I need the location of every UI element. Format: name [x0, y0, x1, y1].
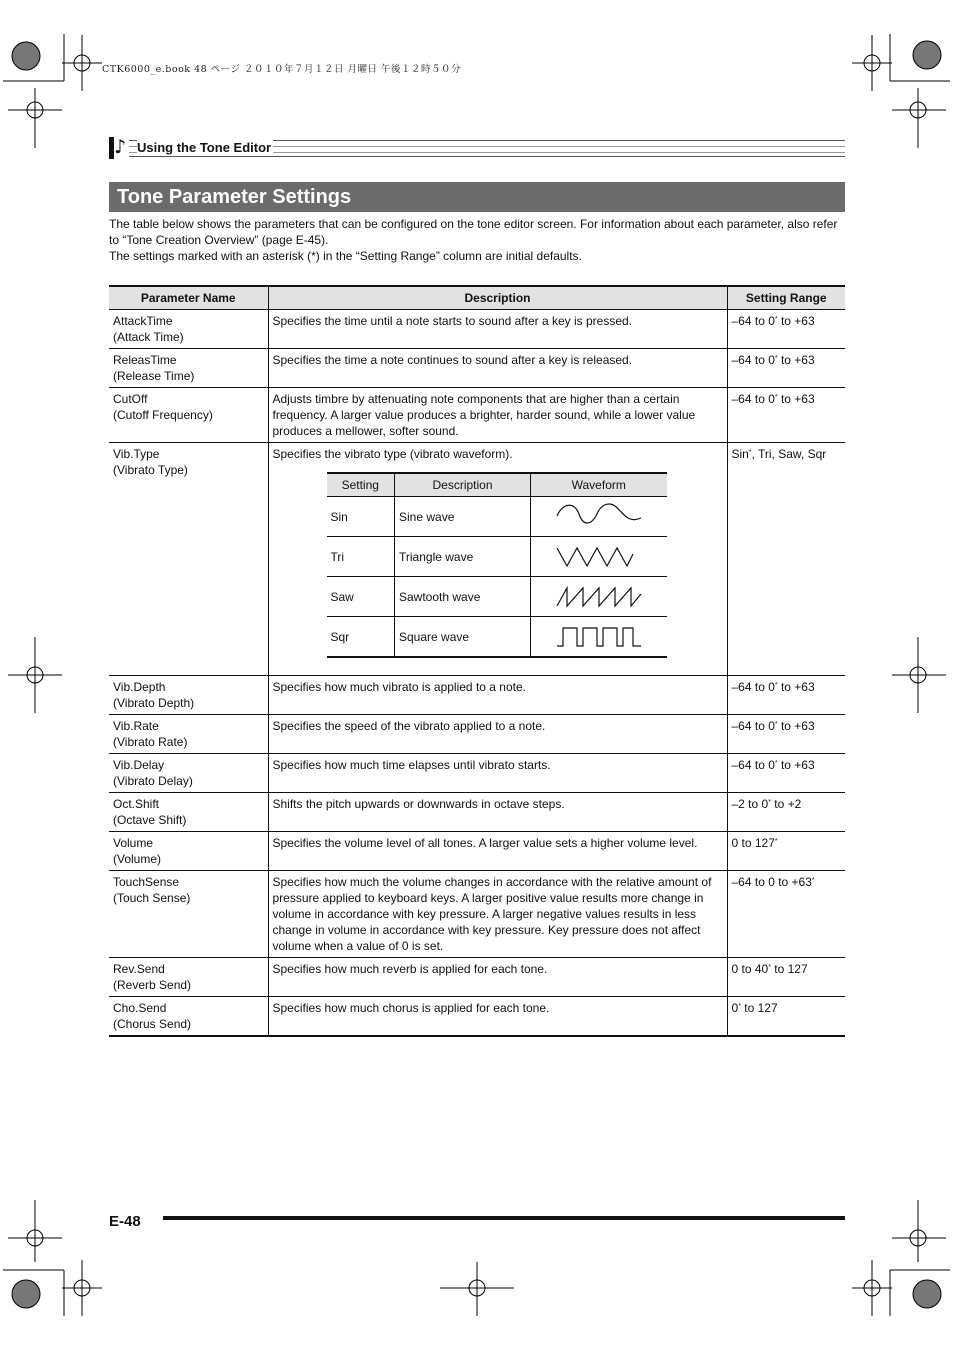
default-asterisk: *: [774, 721, 778, 728]
description-text: Specifies how much reverb is applied for each tone.: [272, 962, 548, 976]
parameter-alias: (Touch Sense): [113, 891, 191, 905]
section-header: [109, 137, 845, 159]
table-row: [109, 997, 845, 1037]
parameter-name: Rev.Send: [113, 962, 165, 976]
table-row: [109, 793, 845, 832]
header-setting-range: Setting Range: [727, 286, 845, 310]
range-value: –64 to 0: [731, 353, 775, 367]
description-text: Specifies how much vibrato is applied to a note.: [272, 680, 526, 694]
default-asterisk: *: [811, 877, 815, 884]
range-value: 0 to 40: [731, 962, 769, 976]
default-asterisk: *: [774, 682, 778, 689]
description-cell: [268, 715, 727, 754]
parameter-name-cell: [109, 871, 268, 958]
print-info: CTK6000_e.book 48 ページ ２０１０年７月１２日 月曜日 午後１２時５０分: [102, 64, 462, 75]
description-text: Specifies how much chorus is applied for each tone.: [272, 1001, 550, 1015]
range-value-rest: to 127: [770, 962, 808, 976]
table-row: [109, 715, 845, 754]
description-cell: [268, 388, 727, 443]
parameter-name-cell: [109, 832, 268, 871]
vibrato-setting: Tri: [327, 537, 395, 577]
description-cell: [268, 958, 727, 997]
table-row: [109, 832, 845, 871]
vibrato-setting: Saw: [327, 577, 395, 617]
parameter-name: ReleasTime: [113, 353, 177, 367]
vibrato-waveform: [531, 537, 667, 577]
description-cell: [268, 754, 727, 793]
triangle-wave-icon: [553, 542, 645, 572]
table-row: [109, 754, 845, 793]
description-text: Shifts the pitch upwards or downwards in octave steps.: [272, 797, 565, 811]
range-value: –2 to 0: [731, 797, 769, 811]
sawtooth-wave-icon: [553, 582, 645, 612]
description-text: Specifies the vibrato type (vibrato waveform).: [272, 447, 513, 461]
table-row: [109, 310, 845, 349]
parameter-name-cell: [109, 958, 268, 997]
header-parameter-name: Parameter Name: [109, 286, 268, 310]
table-row: [109, 676, 845, 715]
vibrato-description: Square wave: [395, 617, 531, 658]
parameter-alias: (Vibrato Rate): [113, 735, 188, 749]
vibrato-setting: Sqr: [327, 617, 395, 658]
setting-range-cell: [727, 754, 845, 793]
range-value: –64 to 0 to +63: [731, 875, 812, 889]
parameter-alias: (Vibrato Depth): [113, 696, 195, 710]
parameter-name: AttackTime: [113, 314, 173, 328]
setting-range-cell: [727, 997, 845, 1037]
range-value-rest: to 127: [740, 1001, 778, 1015]
parameter-name-cell: [109, 388, 268, 443]
vibrato-setting: Sin: [327, 497, 395, 537]
parameter-name: TouchSense: [113, 875, 180, 889]
default-asterisk: *: [774, 355, 778, 362]
default-asterisk: *: [774, 760, 778, 767]
description-text: Specifies how much the volume changes in accordance with the relative amount of pressure applied to keyboard keys. A larger positive value results more change in volume in accordance with key pressure. A larger negative values results in less change in volume in accordance with key pressure. Key pressure does not affect volume when a value of 0 is set.: [272, 875, 712, 953]
page-title: Tone Parameter Settings: [109, 182, 845, 212]
range-value-rest: to +63: [777, 353, 815, 367]
intro-text: [109, 216, 845, 264]
description-cell: [268, 793, 727, 832]
range-value-rest: to +63: [777, 758, 815, 772]
description-text: Adjusts timbre by attenuating note components that are higher than a certain frequency. A larger value produces a brighter, harder sound, while a lower value produces a mellower, softer sound.: [272, 392, 696, 438]
table-row: [109, 349, 845, 388]
range-value-rest: to +63: [777, 680, 815, 694]
table-row: [109, 871, 845, 958]
vibrato-row: [327, 577, 667, 617]
intro-paragraph: The settings marked with an asterisk (*) in the “Setting Range” column are initial defaults.: [109, 249, 582, 263]
vibrato-row: [327, 617, 667, 658]
range-value: 0 to 127: [731, 836, 775, 850]
parameter-name-cell: [109, 443, 268, 676]
range-value-rest: to +63: [777, 314, 815, 328]
range-value: –64 to 0: [731, 392, 775, 406]
description-cell: [268, 871, 727, 958]
range-value: –64 to 0: [731, 314, 775, 328]
setting-range-cell: [727, 958, 845, 997]
description-cell: [268, 832, 727, 871]
parameter-name-cell: [109, 715, 268, 754]
setting-range-cell: [727, 676, 845, 715]
parameter-alias: (Reverb Send): [113, 978, 192, 992]
setting-range-cell: [727, 349, 845, 388]
setting-range-cell: [727, 832, 845, 871]
vibrato-header-waveform: Waveform: [531, 473, 667, 497]
default-asterisk: *: [774, 838, 778, 845]
default-asterisk: *: [748, 449, 752, 456]
square-wave-icon: [553, 622, 645, 652]
vibrato-waveform: [531, 497, 667, 537]
intro-paragraph: The table below shows the parameters that can be configured on the tone editor screen. For information about each parameter, also refer to “Tone Creation Overview” (page E-45).: [109, 217, 838, 247]
parameter-name-cell: [109, 349, 268, 388]
parameter-table: [109, 285, 845, 1037]
parameter-name-cell: [109, 793, 268, 832]
parameter-alias: (Volume): [113, 852, 162, 866]
vibrato-header-setting: Setting: [327, 473, 395, 497]
music-note-icon: ♪: [114, 136, 127, 158]
table-row: [109, 443, 845, 676]
setting-range-cell: [727, 715, 845, 754]
vibrato-waveform: [531, 577, 667, 617]
parameter-name-cell: [109, 676, 268, 715]
parameter-name: Vib.Delay: [113, 758, 165, 772]
vibrato-description: Sine wave: [395, 497, 531, 537]
parameter-name-cell: [109, 997, 268, 1037]
default-asterisk: *: [738, 1003, 741, 1010]
range-value: –64 to 0: [731, 719, 775, 733]
description-cell: [268, 310, 727, 349]
table-row: [109, 958, 845, 997]
setting-range-cell: [727, 871, 845, 958]
parameter-name: Vib.Rate: [113, 719, 159, 733]
table-row: [109, 388, 845, 443]
parameter-alias: (Attack Time): [113, 330, 184, 344]
parameter-name: CutOff: [113, 392, 148, 406]
setting-range-cell: [727, 443, 845, 676]
parameter-name: Vib.Depth: [113, 680, 166, 694]
vibrato-description: Sawtooth wave: [395, 577, 531, 617]
vibrato-header-description: Description: [395, 473, 531, 497]
vibrato-header-row: [327, 473, 667, 497]
description-cell: [268, 676, 727, 715]
section-label: Using the Tone Editor: [137, 140, 272, 155]
range-value: –64 to 0: [731, 680, 775, 694]
description-text: Specifies the volume level of all tones. A larger value sets a higher volume level.: [272, 836, 698, 850]
footer-rule: [163, 1216, 845, 1220]
page-number: E-48: [109, 1213, 141, 1230]
default-asterisk: *: [774, 394, 778, 401]
vibrato-row: [327, 497, 667, 537]
parameter-alias: (Cutoff Frequency): [113, 408, 213, 422]
default-asterisk: *: [774, 316, 778, 323]
vibrato-waveform: [531, 617, 667, 658]
description-cell: [268, 349, 727, 388]
description-cell: [268, 997, 727, 1037]
range-value: 0: [731, 1001, 739, 1015]
parameter-alias: (Chorus Send): [113, 1017, 192, 1031]
parameter-alias: (Vibrato Delay): [113, 774, 193, 788]
default-asterisk: *: [768, 964, 771, 971]
range-value-rest: , Tri, Saw, Sqr: [751, 447, 827, 461]
range-value: Sin: [731, 447, 749, 461]
parameter-name: Cho.Send: [113, 1001, 167, 1015]
description-text: Specifies the time until a note starts to sound after a key is pressed.: [272, 314, 633, 328]
range-value-rest: to +63: [777, 392, 815, 406]
parameter-name-cell: [109, 310, 268, 349]
parameter-alias: (Octave Shift): [113, 813, 187, 827]
parameter-name-cell: [109, 754, 268, 793]
vibrato-row: [327, 537, 667, 577]
description-text: Specifies how much time elapses until vibrato starts.: [272, 758, 551, 772]
vibrato-description: Triangle wave: [395, 537, 531, 577]
header-description: Description: [268, 286, 727, 310]
description-text: Specifies the time a note continues to sound after a key is released.: [272, 353, 633, 367]
range-value: –64 to 0: [731, 758, 775, 772]
setting-range-cell: [727, 310, 845, 349]
parameter-name: Oct.Shift: [113, 797, 160, 811]
parameter-alias: (Release Time): [113, 369, 195, 383]
range-value-rest: to +63: [777, 719, 815, 733]
description-text: Specifies the speed of the vibrato applied to a note.: [272, 719, 546, 733]
vibrato-type-table: [327, 472, 667, 658]
setting-range-cell: [727, 388, 845, 443]
parameter-name: Volume: [113, 836, 154, 850]
parameter-name: Vib.Type: [113, 447, 160, 461]
description-cell: [268, 443, 727, 676]
range-value-rest: to +2: [770, 797, 802, 811]
sine-wave-icon: [553, 502, 645, 532]
parameter-alias: (Vibrato Type): [113, 463, 188, 477]
default-asterisk: *: [768, 799, 771, 806]
table-header-row: [109, 286, 845, 310]
setting-range-cell: [727, 793, 845, 832]
